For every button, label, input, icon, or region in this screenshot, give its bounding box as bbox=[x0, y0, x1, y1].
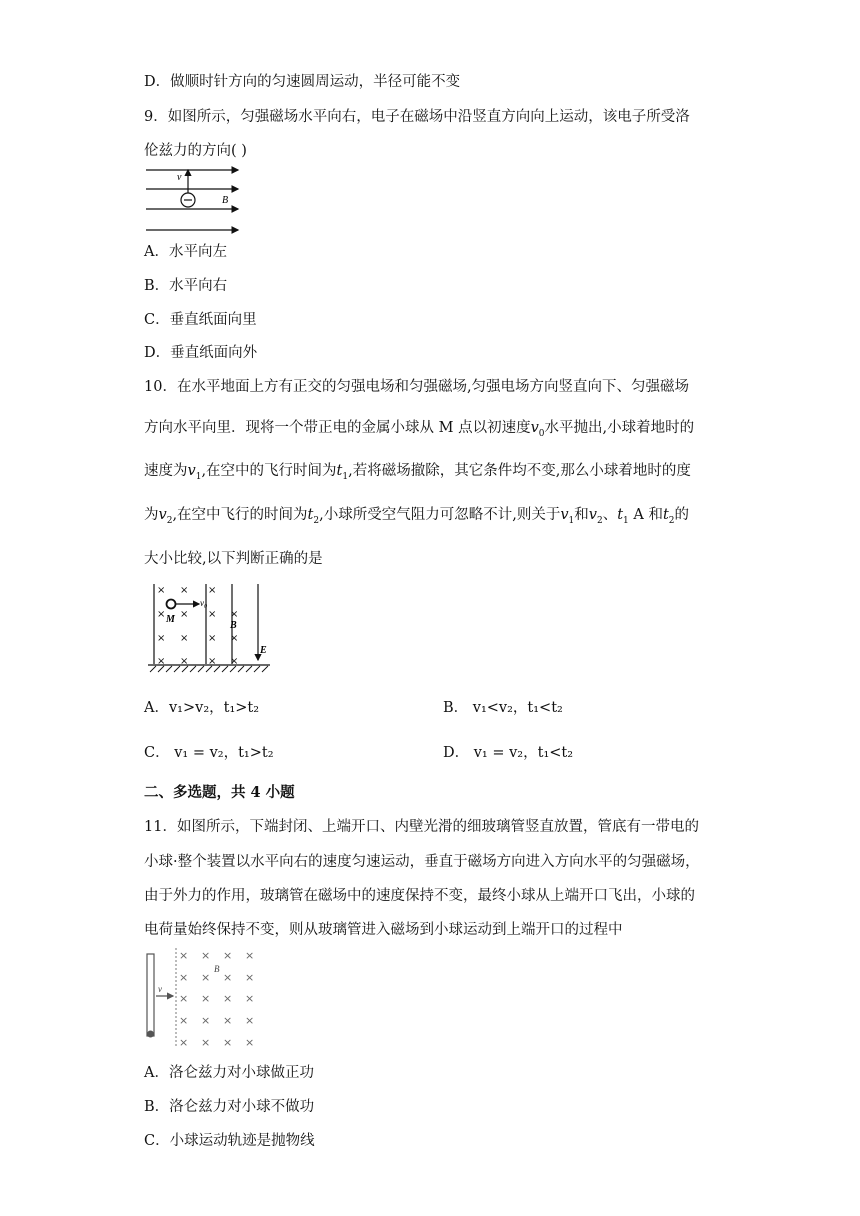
ball bbox=[167, 600, 176, 609]
svg-text:×: × bbox=[179, 992, 189, 1005]
svg-text:×: × bbox=[245, 992, 255, 1005]
q11-line-3: 由于外力的作用，玻璃管在磁场中的速度保持不变，最终小球从上端开口飞出，小球的 bbox=[144, 888, 695, 904]
svg-text:×: × bbox=[230, 656, 239, 667]
svg-text:×: × bbox=[201, 949, 211, 962]
q9-stem-line-1: 9．如图所示，匀强磁场水平向右，电子在磁场中沿竖直方向向上运动，该电子所受洛 bbox=[144, 109, 690, 125]
q10-option-a: A．v₁>v₂，t₁>t₂ bbox=[144, 700, 260, 716]
q9-option-b: B．水平向右 bbox=[144, 278, 228, 294]
svg-text:×: × bbox=[223, 971, 233, 984]
svg-text:×: × bbox=[179, 971, 189, 984]
q11-line-1: 11．如图所示，下端封闭、上端开口、内壁光滑的细玻璃管竖直放置，管底有一带电的 bbox=[144, 819, 699, 835]
q10-b-label: B bbox=[230, 620, 237, 631]
svg-text:×: × bbox=[157, 633, 166, 644]
svg-text:×: × bbox=[230, 633, 239, 644]
q9-v-label: v bbox=[177, 172, 182, 183]
q10-e-label: E bbox=[260, 645, 267, 656]
svg-text:×: × bbox=[179, 949, 189, 962]
svg-text:×: × bbox=[208, 656, 217, 667]
svg-text:×: × bbox=[180, 585, 189, 596]
q9-option-a: A．水平向左 bbox=[144, 244, 227, 260]
svg-text:×: × bbox=[180, 656, 189, 667]
svg-text:×: × bbox=[180, 633, 189, 644]
svg-text:×: × bbox=[245, 971, 255, 984]
q11-b-label: B bbox=[214, 964, 220, 974]
section-heading: 二、多选题，共 4 小题 bbox=[144, 784, 295, 801]
q10-option-d: D． v₁ = v₂，t₁<t₂ bbox=[443, 745, 574, 761]
q9-option-c: C．垂直纸面向里 bbox=[144, 312, 257, 328]
q10-line-5: 大小比较,以下判断正确的是 bbox=[144, 551, 323, 567]
svg-text:×: × bbox=[245, 1036, 255, 1046]
svg-text:×: × bbox=[245, 1014, 255, 1027]
q11-line-2: 小球·整个装置以水平向右的速度匀速运动，垂直于磁场方向进入方向水平的匀强磁场， bbox=[144, 854, 700, 870]
svg-text:×: × bbox=[201, 1014, 211, 1027]
svg-text:×: × bbox=[223, 992, 233, 1005]
svg-text:×: × bbox=[230, 609, 239, 620]
svg-text:×: × bbox=[201, 992, 211, 1005]
svg-text:×: × bbox=[223, 1014, 233, 1027]
svg-text:×: × bbox=[208, 633, 217, 644]
svg-text:×: × bbox=[208, 585, 217, 596]
q9-figure bbox=[144, 164, 244, 236]
svg-text:×: × bbox=[179, 1014, 189, 1027]
q8-option-d: D．做顺时针方向的匀速圆周运动，半径可能不变 bbox=[144, 74, 461, 90]
q10-option-b: B． v₁<v₂，t₁<t₂ bbox=[443, 700, 563, 716]
svg-text:×: × bbox=[223, 949, 233, 962]
svg-text:×: × bbox=[157, 656, 166, 667]
q10-line-3: 速度为$v_1$,在空中的飞行时间为$t_1$,若将磁场撤除，其它条件均不变,那么小球着地时的度 bbox=[144, 463, 691, 482]
svg-text:×: × bbox=[201, 971, 211, 984]
svg-text:×: × bbox=[179, 1036, 189, 1046]
q10-figure bbox=[144, 580, 272, 674]
q10-v0-label: $v_0$ bbox=[200, 598, 207, 610]
glass-tube bbox=[147, 954, 154, 1036]
q11-option-b: B．洛仑兹力对小球不做功 bbox=[144, 1099, 315, 1115]
q10-line-1: 10．在水平地面上方有正交的匀强电场和匀强磁场,匀强电场方向竖直向下、匀强磁场 bbox=[144, 379, 690, 395]
q10-line-2: 方向水平向里．现将一个带正电的金属小球从 M 点以初速度$v_0$水平抛出,小球着地时的 bbox=[144, 420, 695, 439]
q9-option-d: D．垂直纸面向外 bbox=[144, 345, 258, 361]
q11-v-label: v bbox=[158, 984, 162, 994]
ball bbox=[147, 1031, 154, 1038]
q11-line-4: 电荷量始终保持不变，则从玻璃管进入磁场到小球运动到上端开口的过程中 bbox=[144, 922, 623, 938]
q9-b-label: B bbox=[222, 195, 229, 206]
q11-option-c: C．小球运动轨迹是抛物线 bbox=[144, 1133, 315, 1149]
q10-line-4: 为$v_2$,在空中飞行的时间为$t_2$,小球所受空气阻力可忽略不计,则关于$v_1$和$v_2$、$t_1$ A 和$t_2$的 bbox=[144, 507, 690, 526]
q11-option-a: A．洛仑兹力对小球做正功 bbox=[144, 1065, 314, 1081]
q9-stem-line-2: 伦兹力的方向( ) bbox=[144, 143, 247, 159]
q11-figure bbox=[144, 946, 264, 1046]
svg-text:×: × bbox=[208, 609, 217, 620]
svg-text:×: × bbox=[223, 1036, 233, 1046]
svg-text:×: × bbox=[157, 585, 166, 596]
svg-text:×: × bbox=[180, 609, 189, 620]
svg-text:×: × bbox=[245, 949, 255, 962]
q10-option-c: C． v₁ = v₂，t₁>t₂ bbox=[144, 745, 274, 761]
svg-text:×: × bbox=[201, 1036, 211, 1046]
magnetic-field-crosses bbox=[157, 585, 238, 667]
svg-text:×: × bbox=[157, 609, 166, 620]
q10-m-label: M bbox=[166, 614, 175, 625]
